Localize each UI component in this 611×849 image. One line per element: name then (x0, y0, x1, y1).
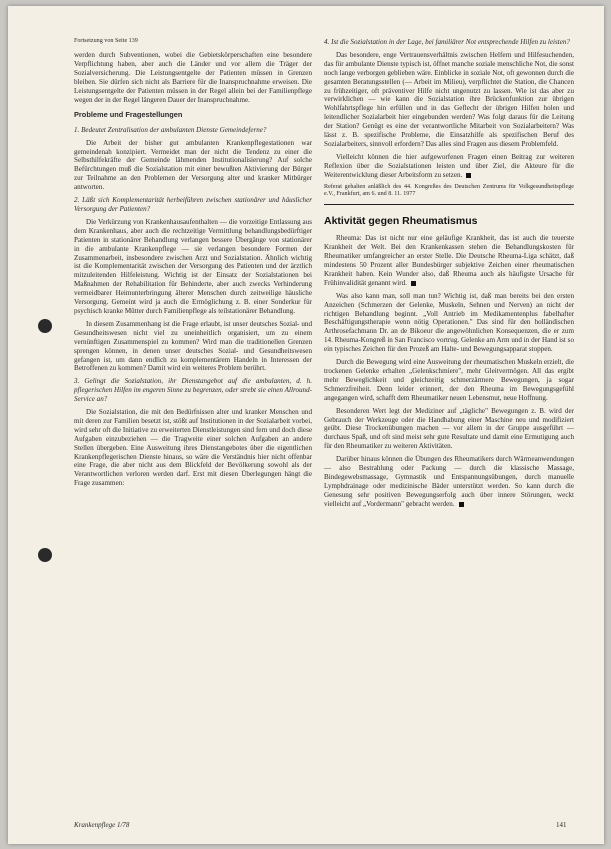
reference-note: Referat gehalten anläßlich des 44. Kongreßes des Deutschen Zentrums für Volkgesundheitspflege e.V., Frankfurt, am 6. und 8. 11. 1977 (324, 183, 574, 197)
paragraph: Die Arbeit der bisher gut ambulanten Krankenpflegestationen war gemeindenah konzipiert. Vermeidet man der nicht die Tendenz zu einer die Selbsthilfekräfte der Gemeinde lähmenden Institutionalisierung? Auf solche Befürchtungen muß die Sozialstation mit einer bewußten Aktivierung der Bürger zur Teilnahme an den Problemen der Versorgung alter und kranker Mitbürger antworten. (74, 138, 312, 192)
paragraph-with-endmark (324, 153, 574, 180)
paragraph: Vielleicht können die hier aufgeworfenen Fragen einen Beitrag zur weiteren Reflexion über die Sozialstationen leisten und über Ziel, die Akteure für die Weiterentwicklung dieser Arbeitsform zu setzen. (324, 152, 574, 179)
paragraph: Die Verkürzung von Krankenhausaufenthalten — die vorzeitige Entlassung aus dem Krankenhaus, aber auch die rechtzeitige Vermittlung behandlungsbedürftiger Patienten in stationärer Behandlung verlangen bessere Übergänge von stationärer in die ambulante Krankenpflege — sie verlangen besondere Formen der Zusammenarbeit, insbesondere zwischen Arzt und Sozialstation. Ähnlich wichtig ist die Komplementarität zwischen der Versorgung des Patienten und der ärztlich mitzuleitenden Hilfeleistung. Wichtig ist der Einsatz der Sozialstationen bei Maßnahmen der Rehabilitation für Behinderte, aber auch zwecks Verhinderung vermeidbarer Heimunterbringung älterer Menschen durch zeitweilige häusliche Versorgung. Gemeint wird ja auch die Ermöglichung z. B. einer Sonderkur für psychisch kranke Mütter durch Familienpflege als teilstationärer Behandlung. (74, 217, 312, 315)
paragraph-with-endmark (324, 234, 574, 287)
end-mark-icon (411, 281, 416, 286)
paragraph: Die Sozialstation, die mit den Bedürfnissen alter und kranker Menschen und mit deren zur Familien besetzt ist, stößt auf Institutionen in der Sozialarbeit vorbei, wird sehr oft die Initiative zu erweiterten Dienstleistungen sind fern und doch diese Aufgaben einzubeziehen — die Tragweite einer solchen Aufgaben an andere Stellen übergeben. Eine Ausweitung ihres Dienstangebotes über die eigentlichen Krankenpflegerischen Dienste hinaus, so wäre die Verständnis hier nicht offenbar eine Frage, die aber nicht aus dem Blickfeld der Bevölkerung sowohl als der Verantwortlichen verloren werden darf. Erst mit diesen Überlegungen hängt die Frage zusammen: (74, 408, 312, 488)
paragraph-with-endmark (324, 455, 574, 508)
paragraph: werden durch Subventionen, wobei die Gebietskörperschaften eine besondere Verpflichtung haben, aber auch die Länder und vor allem die Träger der Sozialversicherung. Die Leistungsentgelte der Patienten müssen in Grenzen bleiben. Sie dürfen sich nicht als Barriere für die Inanspruchnahme erweisen. Die Leistungsentgelte der Patienten müssen in der Regel allein bei der Familienpflege wegen der in der Regel längeren Dauer der Inanspruchnahme. (74, 51, 312, 104)
question-heading: 3. Gelingt die Sozialstation, ihr Dienstangebot auf die ambulanten, d. h. pflegerischen Hilfen im engeren Sinne zu begrenzen, oder strebt sie einen Allround-Service an? (74, 377, 312, 404)
punch-hole-icon (38, 548, 52, 562)
page-number: 141 (556, 821, 567, 829)
question-heading: 1. Bedeutet Zentralisation der ambulanten Dienste Gemeindeferne? (74, 125, 267, 134)
document-page (8, 6, 604, 844)
paragraph: Rheuma: Das ist nicht nur eine geläufige Krankheit, das ist auch die teuerste Krankheit der Welt. Bei den Krankenkassen stehen die Behandlungskosten für Rheumatiker umfangreicher an erster Stelle. Die Deutsche Rheuma-Liga schätzt, daß mindestens 50 Prozent aller Bundesbürger subjektive Zeichen einer rheumatischen Krankheit haben. Kein Wunder also, daß Rheuma auch als häufigste Ursache für Frühinvalidität genannt wird. (324, 234, 574, 287)
end-mark-icon (459, 502, 464, 507)
left-column (74, 38, 312, 492)
paragraph: Durch die Bewegung wird eine Ausweitung der rheumatischen Muskeln erzielt, die trockenen Gelenke erhalten „Gelenkschmiere", mehr Gleitvermögen. All das ergibt mehr Beweglichkeit und gleichzeitig schmerzärmere Bewegungen, ja sogar Schmerzfreiheit. Denn leider erinnert, der den Rheuma im Bewegungsgefühl angegangen wird, schafft dem Rheumatiker neuen Lebensmut, neue Hoffnung. (324, 358, 574, 402)
paragraph: In diesem Zusammenhang ist die Frage erlaubt, ist unser deutsches Sozial- und Gesundheitswesen nicht viel zu uneinheitlich organisiert, um zu einem vernünftigen Zusammenspiel zu kommen? Wird man die traditionellen Grenzen sprengen können, in denen unser deutsches Sozial- und Gesundheitswesen gefangen ist, um dann endlich zu komplementärem Handeln in Interessen der Betroffenen zu kommen? Damit wird ein weiteres Problem berührt. (74, 319, 312, 373)
paragraph: Besonderen Wert legt der Mediziner auf „tägliche" Bewegungen z. B. wird der Gebrauch der Werkzeuge oder die Handhabung einer Maschine neu und modifiziert geübt. Diese Trockenübungen machen — vor allem in der Gruppe ausgeführt — durchaus Spaß, und oft sind meist sehr gute Resultate und damit eine Ermutigung auch für den Rheumatiker zu weiteren Aktivitäten. (324, 406, 574, 451)
right-column (324, 38, 574, 513)
divider (324, 204, 574, 205)
question-heading: 4. Ist die Sozialstation in der Lage, bei familiärer Not entsprechende Hilfen zu leisten? (324, 38, 570, 46)
paragraph: Darüber hinaus können die Übungen des Rheumatikers durch Wärmeanwendungen — also Bestrahlung oder Packung — durch die klassische Massage, Bindegewebsmassage, Gymnastik und Entspannungsübungen, durch manuelle Lymphdrainage oder medizinische Bäder unterstützt werden. So kann durch die Genesung sehr positiven Bewegungserfolg auch über innere Störungen, weckt vielleicht auf „Vordermann" gebracht werden. (324, 455, 574, 508)
continuation-note: Fortsetzung von Seite 139 (74, 38, 138, 44)
question-heading: 2. Läßt sich Komplementarität herbeiführen zwischen stationärer und häuslicher Versorgung der Patienten? (74, 196, 312, 213)
punch-hole-icon (38, 319, 52, 333)
end-mark-icon (466, 173, 471, 178)
paragraph: Das besondere, enge Vertrauensverhältnis zwischen Helfern und Hilfesuchenden, das für ambulante Dienste typisch ist, öffnet manche soziale menschliche Not, die sonst noch lange verborgen geblieben wäre. Einblicke in soziale Not, oft gewonnen durch die gesamten Beratungsstellen (— Arbeit im Milieu), verpflichtet die Station, die Chancen zu frühzeitiger, oft präventiver Hilfe nicht ungenutzt zu lassen. Wie ist das aber zu verwirklichen — wie kann die Sozialstation ihre Brückenfunktion zur übrigen Wohlfahrtspflege hin erfüllen und in das Geflecht der übrigen Hilfen holen und leitendlicher Sozialarbeit hier eingebunden werden? Was folgt daraus für die Leitung der Station? Genügt es eine der verantwortliche Mitarbeit von Sozialarbeitern? Was lässt z. B. spezifische Probleme, die Einsatzhilfe als spezifischen Beruf des Sozialarbeiters, sinnvoll erfordern? Das alles sind Fragen aus diesem Problemfeld. (324, 50, 574, 148)
paragraph: Was also kann man, soll man tun? Wichtig ist, daß man bereits bei den ersten Anzeichen (Schmerzen der Gelenke, Muskeln, Sehnen und Nerven) an nicht der richtigen Behandlung beginnt. „Voll Antrieb im Medikamentenplus fabelhafter Beschäftigungstherapie wenn nötig Operationen." Das sind für den holländischen Arthrosefachmann Dr. an de Bikoeur die angewöhnlichen Konsequenzen, die er zum 14. Rheuma-Kongreß in San Francisco vortrug. Gelenke am Arm und in der Hand ist so ein typisches Zeichen für den Prozeß am Halte- und Bewegungsapparat stoppen. (324, 291, 574, 354)
section-heading: Probleme und Fragestellungen (74, 109, 183, 119)
article-title: Aktivität gegen Rheumatismus (324, 215, 478, 228)
footer-publication: Krankenpflege 1/78 (74, 821, 130, 829)
